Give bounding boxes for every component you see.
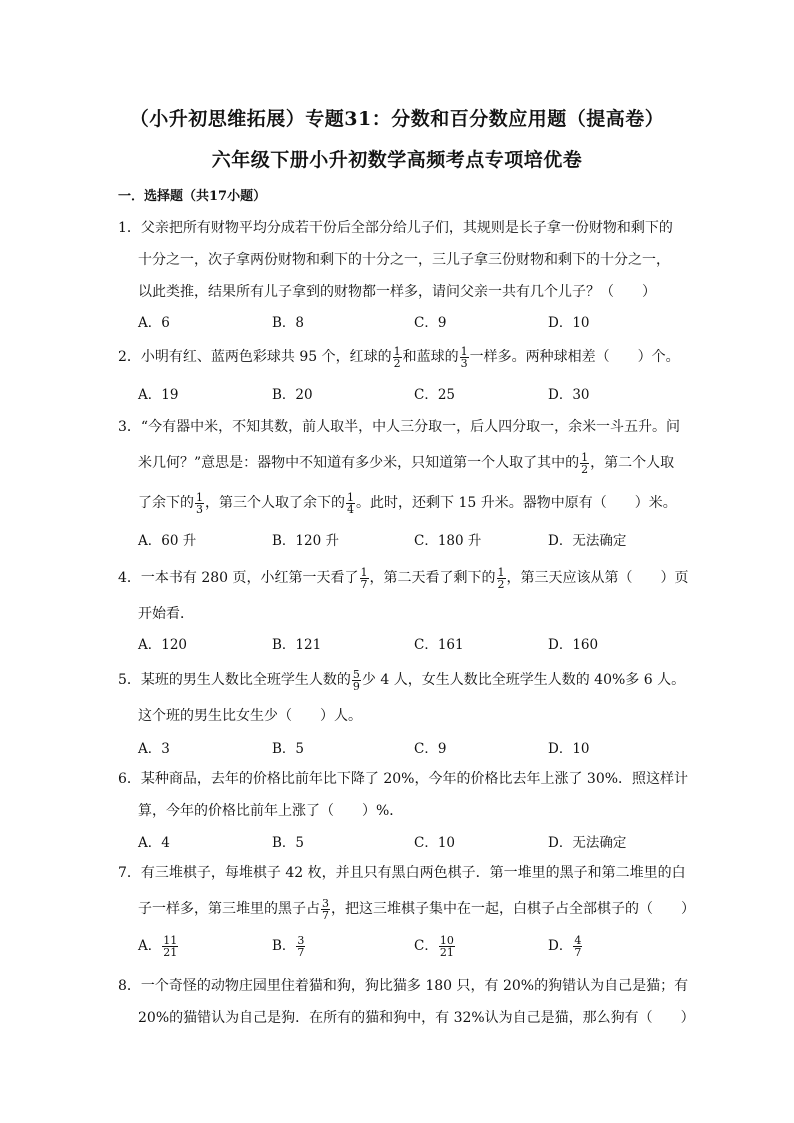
option-d[interactable]: D．30: [548, 387, 590, 403]
option-d[interactable]: D． $\frac{4}{7}$: [548, 934, 582, 959]
question-3: [118, 411, 681, 523]
option-a[interactable]: A．60 升: [138, 533, 197, 549]
question-text: 米几何？”意思是：器物中不知道有多少米，只知道第一个人取了其中的: [138, 455, 580, 471]
question-text: 算，今年的价格比前年上涨了（ ）%．: [138, 803, 404, 819]
question-text: 7．有三堆棋子，每堆棋子 42 枚，并且只有黑白两色棋子．第一堆里的黑子和第二堆里的白: [118, 865, 686, 881]
question-text: 。此时，还剩下 15 升米。器物中原有（ ）米。: [356, 495, 677, 511]
options-3: [138, 529, 698, 551]
option-c[interactable]: C．10: [414, 835, 456, 851]
options-2: [138, 383, 698, 405]
page-subtitle: 六年级下册小升初数学高频考点专项培优卷: [211, 149, 583, 171]
option-c[interactable]: C．161: [414, 637, 464, 653]
fraction: $\frac{1}{2}$: [393, 344, 401, 370]
question-text: 十分之一，次子拿两份财物和剩下的十分之一，三儿子拿三份财物和剩下的十分之一，: [138, 252, 670, 268]
fraction: $\frac{1}{7}$: [360, 565, 368, 591]
question-text: 4．一本书有 280 页，小红第一天看了: [118, 570, 359, 586]
option-b[interactable]: B．120 升: [272, 533, 339, 549]
question-text: ，把这三堆棋子集中在一起，白棋子占全部棋子的（ ）: [331, 901, 695, 917]
fraction: $\frac{1}{2}$: [497, 565, 505, 591]
question-text: 6．某种商品，去年的价格比前年比下降了 20%，今年的价格比去年上涨了 30%．照这样计: [118, 771, 689, 787]
option-c[interactable]: C．9: [414, 741, 447, 757]
option-d[interactable]: D．160: [548, 637, 599, 653]
options-7: [138, 934, 698, 964]
option-b[interactable]: B．5: [272, 741, 305, 757]
option-d[interactable]: D．无法确定: [548, 533, 627, 549]
option-c[interactable]: C．9: [414, 315, 447, 331]
option-a[interactable]: A．4: [138, 835, 170, 851]
options-6: [138, 831, 698, 853]
option-d[interactable]: D．无法确定: [548, 835, 627, 851]
question-text: 3．“今有器中米，不知其数，前人取半，中人三分取一，后人四分取一，余米一斗五升。问: [118, 419, 681, 435]
question-8: [118, 970, 695, 1034]
fraction: $\frac{1}{2}$: [581, 450, 589, 476]
question-7: [118, 857, 695, 929]
options-4: [138, 633, 698, 655]
section-heading: 一．选择题（共17小题）: [118, 189, 267, 204]
fraction: $\frac{1}{3}$: [196, 490, 203, 516]
question-text: 20%的猫错认为自己是狗．在所有的猫和狗中，有 32%认为自己是猫，那么狗有（ ）: [138, 1010, 695, 1026]
fraction: $\frac{3}{7}$: [322, 896, 329, 922]
option-a[interactable]: A．3: [138, 741, 170, 757]
option-a[interactable]: A．120: [138, 637, 188, 653]
question-text: 一样多。两种球相差（ ）个。: [469, 349, 680, 365]
question-text: 2．小明有红、蓝两色彩球共 95 个，红球的: [118, 349, 392, 365]
fraction: $\frac{1}{4}$: [347, 490, 354, 516]
option-d[interactable]: D．10: [548, 315, 590, 331]
options-5: [138, 737, 698, 759]
question-text: 开始看．: [138, 606, 194, 622]
option-b[interactable]: B．5: [272, 835, 305, 851]
question-6: [118, 763, 689, 827]
option-b[interactable]: B． $\frac{3}{7}$: [272, 934, 305, 959]
question-text: 了余下的: [138, 495, 194, 511]
question-4: [118, 558, 689, 630]
option-a[interactable]: A．6: [138, 315, 170, 331]
question-text: 和蓝球的: [402, 349, 459, 365]
option-a[interactable]: A． $\frac{11}{21}$: [138, 934, 178, 959]
question-text: 1．父亲把所有财物平均分成若干份后全部分给儿子们，其规则是长子拿一份财物和剩下的: [118, 220, 673, 236]
option-b[interactable]: B．8: [272, 315, 305, 331]
option-d[interactable]: D．10: [548, 741, 590, 757]
question-text: 以此类推，结果所有儿子拿到的财物都一样多，请问父亲一共有几个儿子？（ ）: [138, 284, 656, 300]
options-1: [138, 311, 698, 333]
question-text: ，第二天看了剩下的: [369, 570, 496, 586]
question-2: [118, 341, 678, 373]
option-b[interactable]: B．121: [272, 637, 322, 653]
option-c[interactable]: C． $\frac{10}{21}$: [414, 934, 454, 959]
question-text: ，第三个人取了余下的: [205, 495, 345, 511]
fraction: $\frac{5}{9}$: [352, 667, 360, 693]
option-a[interactable]: A．19: [138, 387, 179, 403]
question-text: 这个班的男生比女生少（ ）人。: [138, 708, 362, 724]
question-5: [118, 660, 686, 732]
question-text: 子一样多，第三堆里的黑子占: [138, 901, 320, 917]
question-text: ，第二个人取: [590, 455, 675, 471]
fraction: $\frac{1}{3}$: [460, 344, 468, 370]
question-1: [118, 212, 678, 308]
question-text: 5．某班的男生人数比全班学生人数的: [118, 672, 351, 688]
option-b[interactable]: B．20: [272, 387, 313, 403]
page-title: （小升初思维拓展）专题31：分数和百分数应用题（提高卷）: [129, 108, 665, 130]
question-text: 8．一个奇怪的动物庄园里住着猫和狗，狗比猫多 180 只，有 20%的狗错认为自己是猫；有: [118, 978, 689, 994]
option-c[interactable]: C．180 升: [414, 533, 482, 549]
option-c[interactable]: C．25: [414, 387, 456, 403]
question-text: ，第三天应该从第（ ）页: [506, 570, 689, 586]
question-text: 少 4 人，女生人数比全班学生人数的 40%多 6 人。: [361, 672, 686, 688]
